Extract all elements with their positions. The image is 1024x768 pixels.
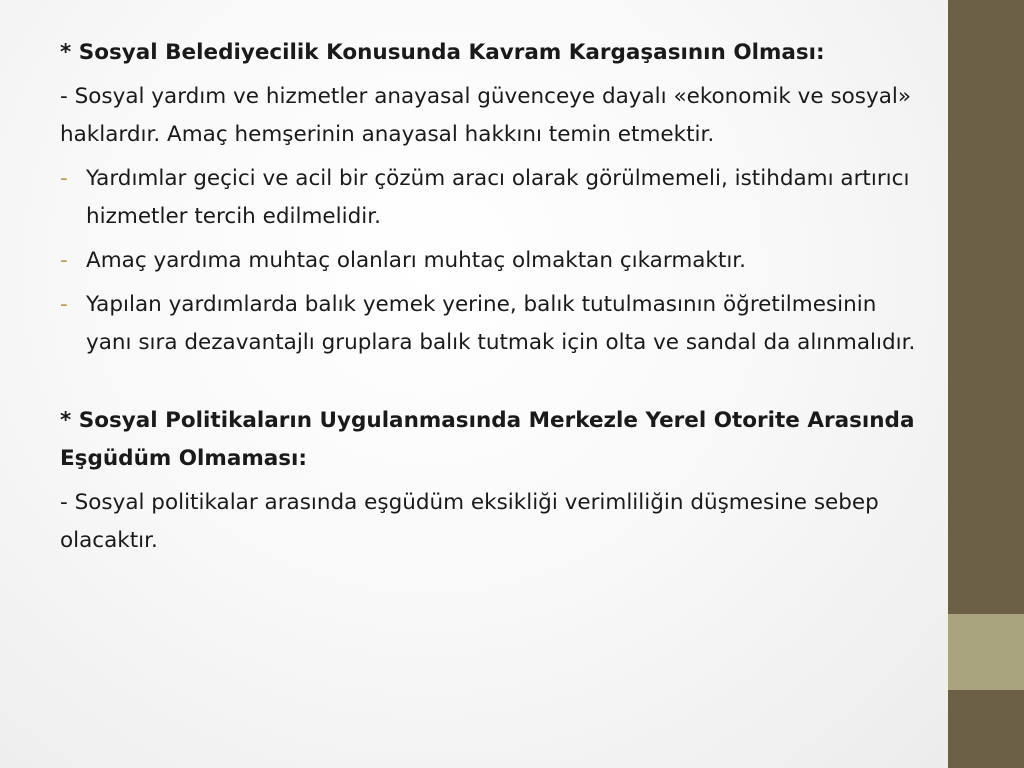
bullet-item <box>60 286 920 362</box>
bullet-item <box>60 160 920 236</box>
section1-paragraph: - Sosyal yardım ve hizmetler anayasal güvenceye dayalı «ekonomik ve sosyal» haklardır. Amaç hemşerinin anayasal hakkını temin etmektir. <box>60 84 912 147</box>
bullet-text: Yardımlar geçici ve acil bir çözüm aracı olarak görülmemeli, istihdamı artırıcı hizmetler tercih edilmelidir. <box>86 166 910 229</box>
bullet-dash: - <box>60 166 68 191</box>
slide-content <box>60 34 920 566</box>
sidebar-accent-block <box>948 614 1024 690</box>
bullet-item <box>60 242 920 280</box>
section-spacer <box>60 368 920 402</box>
section1-heading: * Sosyal Belediyecilik Konusunda Kavram Kargaşasının Olması: <box>60 40 825 65</box>
bullet-dash: - <box>60 292 68 317</box>
section2-heading: * Sosyal Politikaların Uygulanmasında Merkezle Yerel Otorite Arasında Eşgüdüm Olmaması: <box>60 408 915 471</box>
bullet-text: Amaç yardıma muhtaç olanları muhtaç olmaktan çıkarmaktır. <box>86 248 746 273</box>
bullet-text: Yapılan yardımlarda balık yemek yerine, balık tutulmasının öğretilmesinin yanı sıra dezavantajlı gruplara balık tutmak için olta ve sandal da alınmalıdır. <box>86 292 916 355</box>
bullet-dash: - <box>60 248 68 273</box>
section2-paragraph: - Sosyal politikalar arasında eşgüdüm eksikliği verimliliğin düşmesine sebep olacaktır. <box>60 490 879 553</box>
